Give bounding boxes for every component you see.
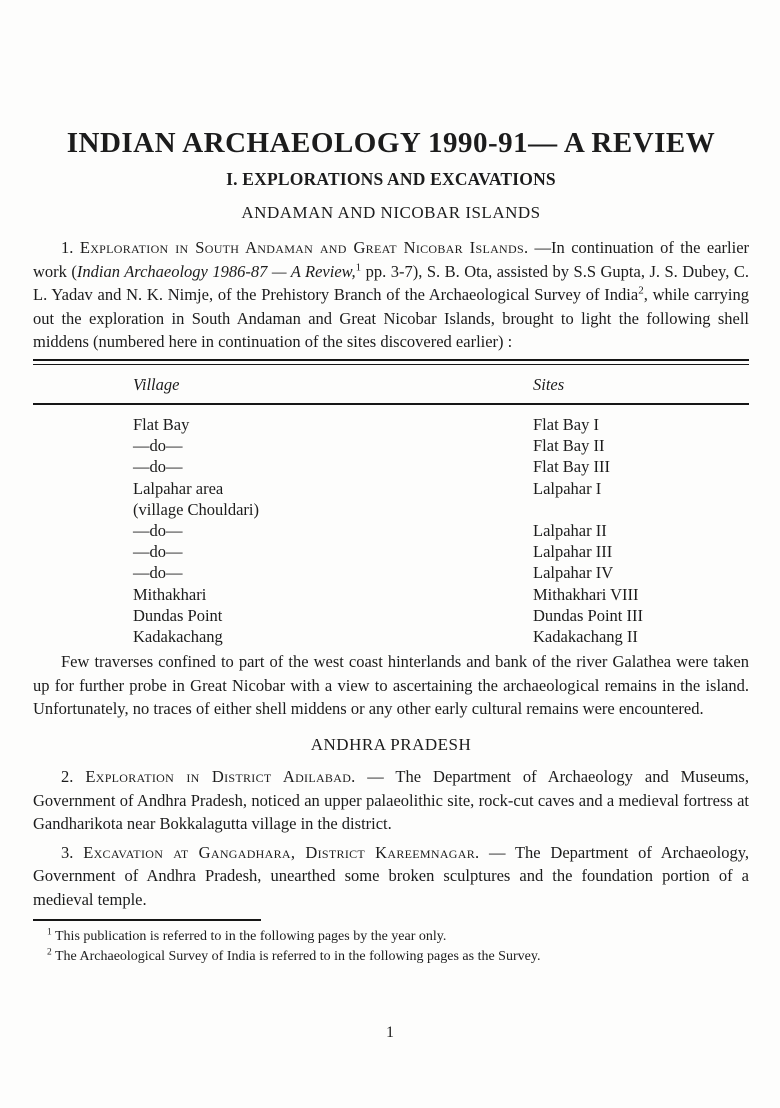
paragraph-galathea: Few traverses confined to part of the west coast hinterlands and bank of the river Galathea were taken up for further probe in Great Nicobar with a view to ascertaining the archaeological remains in the island. Unfortunately, no traces of either shell middens or any other early cultural remains were encountered. <box>33 652 749 719</box>
table-row <box>33 605 749 626</box>
paragraph-text: . — The Department of Archaeology and Museums, Government of Andhra Pradesh, noticed an upper palaeolithic site, rock-cut caves and a medieval fortress at Gandharikota near Bokkalagutta village in the district. <box>33 766 749 834</box>
site-cell: Kadakachang II <box>533 627 638 646</box>
table-row <box>33 626 749 647</box>
column-header-village: Village <box>133 374 180 394</box>
site-cell: Lalpahar I <box>533 478 602 498</box>
entry-number: 2. <box>61 766 86 786</box>
footnote <box>47 927 749 948</box>
footnote-rule <box>33 919 261 921</box>
paragraph-text: , while carrying out the exploration in South Andaman and Great Nicobar Islands, brought to light the following shell middens (numbered here in continuation of the sites discovered earlier) : <box>33 285 749 352</box>
village-cell: —do— <box>133 457 183 477</box>
site-cell: Lalpahar IV <box>533 563 614 583</box>
cited-work-italic: Indian Archaeology 1986-87 — A Review, <box>76 261 356 281</box>
village-cell: —do— <box>133 542 183 562</box>
village-cell: —do— <box>133 436 183 456</box>
footnote-marker: 1 <box>47 926 52 937</box>
site-cell: Lalpahar II <box>533 520 607 540</box>
site-cell: Flat Bay I <box>533 414 599 434</box>
footnote-text: The Archaeological Survey of India is referred to in the following pages as the Survey. <box>51 949 541 965</box>
table-header-row <box>33 365 749 403</box>
region-heading-andaman: ANDAMAN AND NICOBAR ISLANDS <box>241 203 541 222</box>
entry-number: 3. <box>61 842 84 862</box>
village-cell: Mithakhari <box>133 584 207 604</box>
footnote-marker: 2 <box>47 947 52 958</box>
site-cell: Flat Bay II <box>533 436 605 456</box>
footnotes <box>33 927 749 968</box>
table-row <box>33 562 749 583</box>
village-cell: —do— <box>133 520 183 540</box>
village-cell: Flat Bay <box>133 414 190 434</box>
column-header-sites: Sites <box>533 374 565 394</box>
page-title: INDIAN ARCHAEOLOGY 1990-91— A REVIEW <box>66 127 716 159</box>
site-cell: Mithakhari VIII <box>533 584 639 604</box>
entry-title-smallcaps: Excavation at Gangadhara, District Kareemnagar <box>83 842 476 862</box>
paragraph-exploration-andaman <box>33 236 749 354</box>
table-row <box>33 456 749 477</box>
table-row <box>33 520 749 541</box>
village-cell: Kadakachang <box>133 627 223 646</box>
table-row <box>33 499 749 520</box>
footnote <box>47 947 749 968</box>
site-cell <box>533 499 749 520</box>
table-row <box>33 414 749 435</box>
village-cell: Dundas Point <box>133 605 223 625</box>
site-cell: Flat Bay III <box>533 457 610 477</box>
footnote-ref-2: 2 <box>638 284 644 297</box>
section-heading: I. EXPLORATIONS AND EXCAVATIONS <box>226 169 556 189</box>
site-cell: Dundas Point III <box>533 605 643 625</box>
table-row <box>33 584 749 605</box>
entry-title-smallcaps: Exploration in District Adilabad <box>85 766 352 786</box>
table-row <box>33 541 749 562</box>
entry-number: 1. <box>61 238 80 257</box>
table-body <box>33 405 749 647</box>
table-row <box>33 435 749 456</box>
footnote-ref-1: 1 <box>355 261 362 274</box>
paragraph-adilabad <box>33 765 749 836</box>
table-row <box>33 478 749 499</box>
village-cell: Lalpahar area <box>133 478 224 498</box>
paragraph-text: . —In continuation of the earlier work ( <box>33 238 750 281</box>
footnote-text: This publication is referred to in the following pages by the year only. <box>51 928 447 944</box>
entry-title-smallcaps: Exploration in South Andaman and Great Nicobar Islands <box>79 238 524 257</box>
region-heading-andhra: ANDHRA PRADESH <box>310 734 472 754</box>
paragraph-text: pp. 3-7), S. B. Ota, assisted by S.S Gupta, J. S. Dubey, C. L. Yadav and N. K. Nimje, of the Prehistory Branch of the Archaeological Survey of India <box>33 261 749 305</box>
village-cell: (village Chouldari) <box>133 499 260 519</box>
page-number: 1 <box>386 1024 394 1041</box>
site-cell: Lalpahar III <box>533 542 613 562</box>
paragraph-gangadhara <box>33 841 749 912</box>
village-cell: —do— <box>133 563 183 583</box>
page-content <box>33 126 749 968</box>
paragraph-text: . — The Department of Archaeology, Government of Andhra Pradesh, unearthed some broken sculptures and the foundation portion of a medieval temple. <box>33 842 750 909</box>
